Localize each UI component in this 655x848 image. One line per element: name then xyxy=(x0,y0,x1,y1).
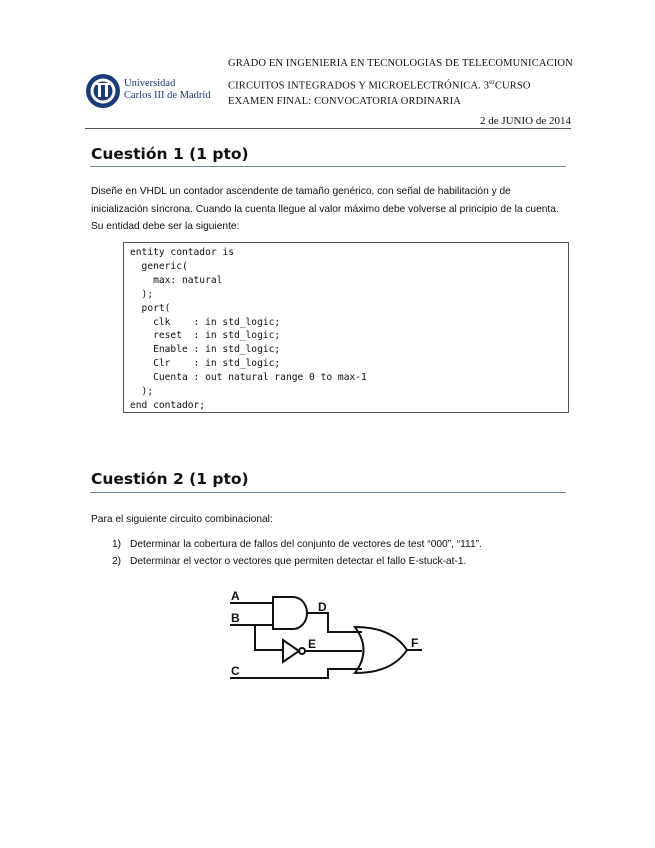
q2-item-2-text: Determinar el vector o vectores que permiten detectar el fallo E-stuck-at-1. xyxy=(130,556,467,567)
q2-item-1-text: Determinar la cobertura de fallos del conjunto de vectores de test “000”, “111”. xyxy=(130,539,482,550)
wire-d xyxy=(307,613,362,632)
q2-item-2-num: 2) xyxy=(112,556,122,567)
not-gate-bubble xyxy=(299,648,305,654)
header-course-sup: er xyxy=(489,78,495,86)
and-gate xyxy=(273,597,307,629)
label-e: E xyxy=(308,637,317,651)
header-degree: GRADO EN INGENIERIA EN TECNOLOGIAS DE TELECOMUNICACION xyxy=(228,58,573,69)
label-f: F xyxy=(411,636,419,650)
label-c: C xyxy=(231,664,240,678)
label-b: B xyxy=(231,611,240,625)
or-gate xyxy=(355,627,407,673)
q2-item-1-num: 1) xyxy=(112,539,122,550)
wire-c xyxy=(230,669,362,678)
not-gate xyxy=(283,640,299,662)
q2-title: Cuestión 2 (1 pto) xyxy=(91,470,249,488)
header-date: 2 de JUNIO de 2014 xyxy=(479,115,571,127)
q1-title: Cuestión 1 (1 pto) xyxy=(91,145,249,163)
header-exam: EXAMEN FINAL: CONVOCATORIA ORDINARIA xyxy=(228,96,462,107)
q2-intro: Para el siguiente circuito combinacional: xyxy=(91,514,273,525)
header-course-tail: CURSO xyxy=(494,80,531,92)
label-a: A xyxy=(231,589,240,603)
vhdl-entity-code: entity contador is generic( max: natural ); port( clk : in std_logic; reset : in std_logic; Enable : in std_logic; Clr : in std_logic; Cuenta : out natural range 0 to max-1 ); end contador; xyxy=(130,247,367,411)
university-name-line1: Universidad xyxy=(124,78,176,89)
header-course-text: CIRCUITOS INTEGRADOS Y MICROELECTRÓNICA. 3 xyxy=(228,80,490,92)
q1-statement: Diseñe en VHDL un contador ascendente de tamaño genérico, con señal de habilitación y de inicialización síncrona. Cuando la cuenta llegue al valor máximo debe volverse al principio de la cuenta. Su entidad debe ser la siguiente: xyxy=(91,186,559,232)
label-d: D xyxy=(318,600,327,614)
university-name-line2: Carlos III de Madrid xyxy=(124,90,211,101)
